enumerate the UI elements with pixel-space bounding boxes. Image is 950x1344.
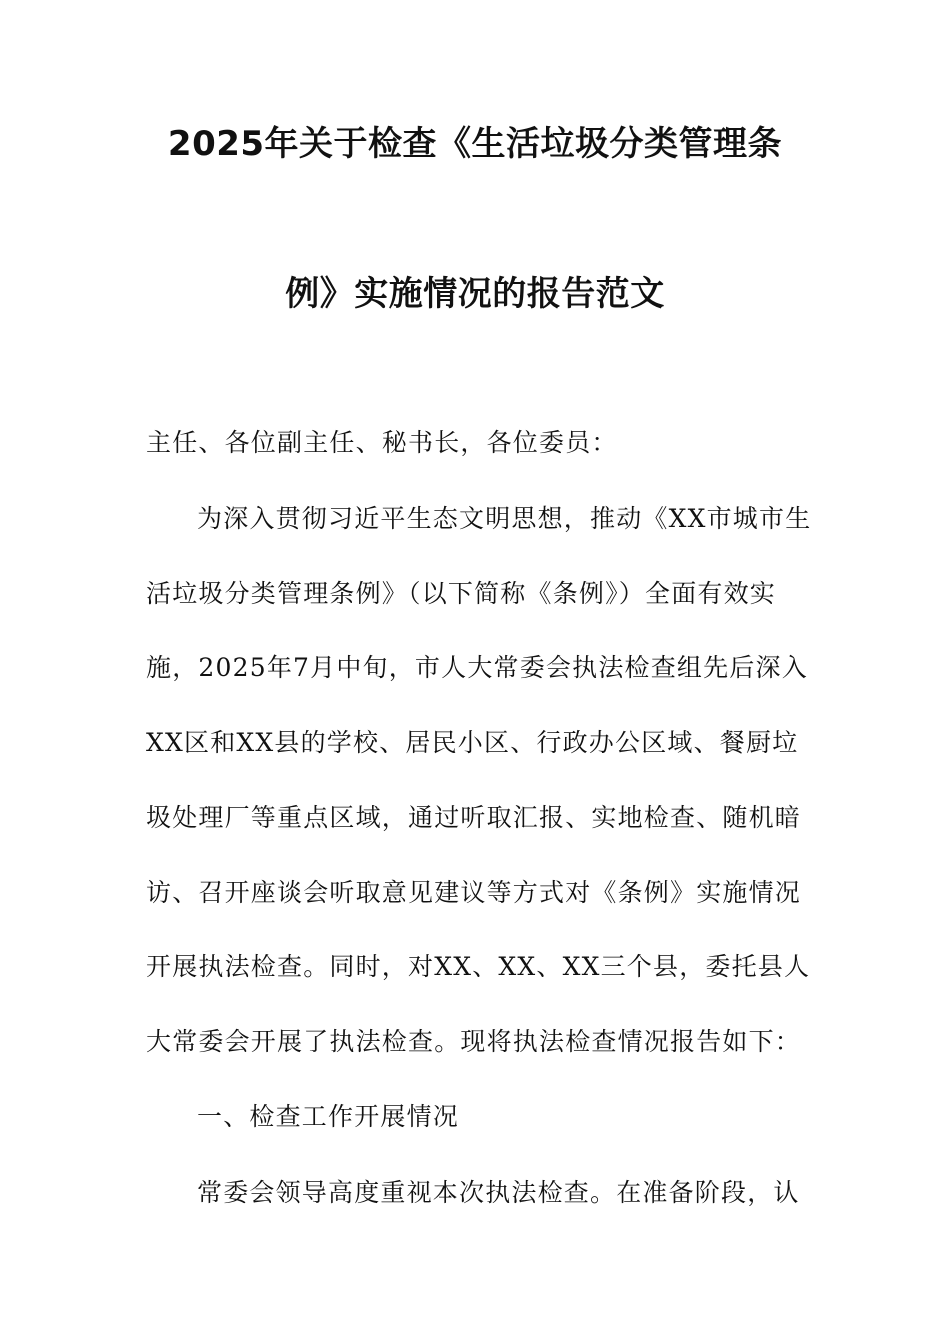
paragraph-1-line: 为深入贯彻习近平生态文明思想，推动《XX市城市生 <box>197 504 812 533</box>
paragraph-2-line: 常委会领导高度重视本次执法检查。在准备阶段，认 <box>197 1178 800 1207</box>
paragraph-1-line: 大常委会开展了执法检查。现将执法检查情况报告如下： <box>146 1027 802 1056</box>
document-title-line-2: 例》实施情况的报告范文 <box>285 274 665 314</box>
paragraph-1-line: 施，2025年7月中旬，市人大常委会执法检查组先后深入 <box>146 653 808 682</box>
paragraph-1-line: XX区和XX县的学校、居民小区、行政办公区域、餐厨垃 <box>146 728 799 757</box>
paragraph-1-line: 活垃圾分类管理条例》（以下简称《条例》）全面有效实 <box>146 579 777 608</box>
paragraph-1-line: 访、召开座谈会听取意见建议等方式对《条例》实施情况 <box>146 878 802 907</box>
document-title-line-1: 2025年关于检查《生活垃圾分类管理条 <box>167 124 783 164</box>
section-heading: 一、检查工作开展情况 <box>197 1102 460 1131</box>
salutation: 主任、各位副主任、秘书长，各位委员： <box>146 428 618 457</box>
paragraph-1-line: 开展执法检查。同时，对XX、XX、XX三个县，委托县人 <box>146 952 811 981</box>
paragraph-1-line: 圾处理厂等重点区域，通过听取汇报、实地检查、随机暗 <box>146 803 802 832</box>
